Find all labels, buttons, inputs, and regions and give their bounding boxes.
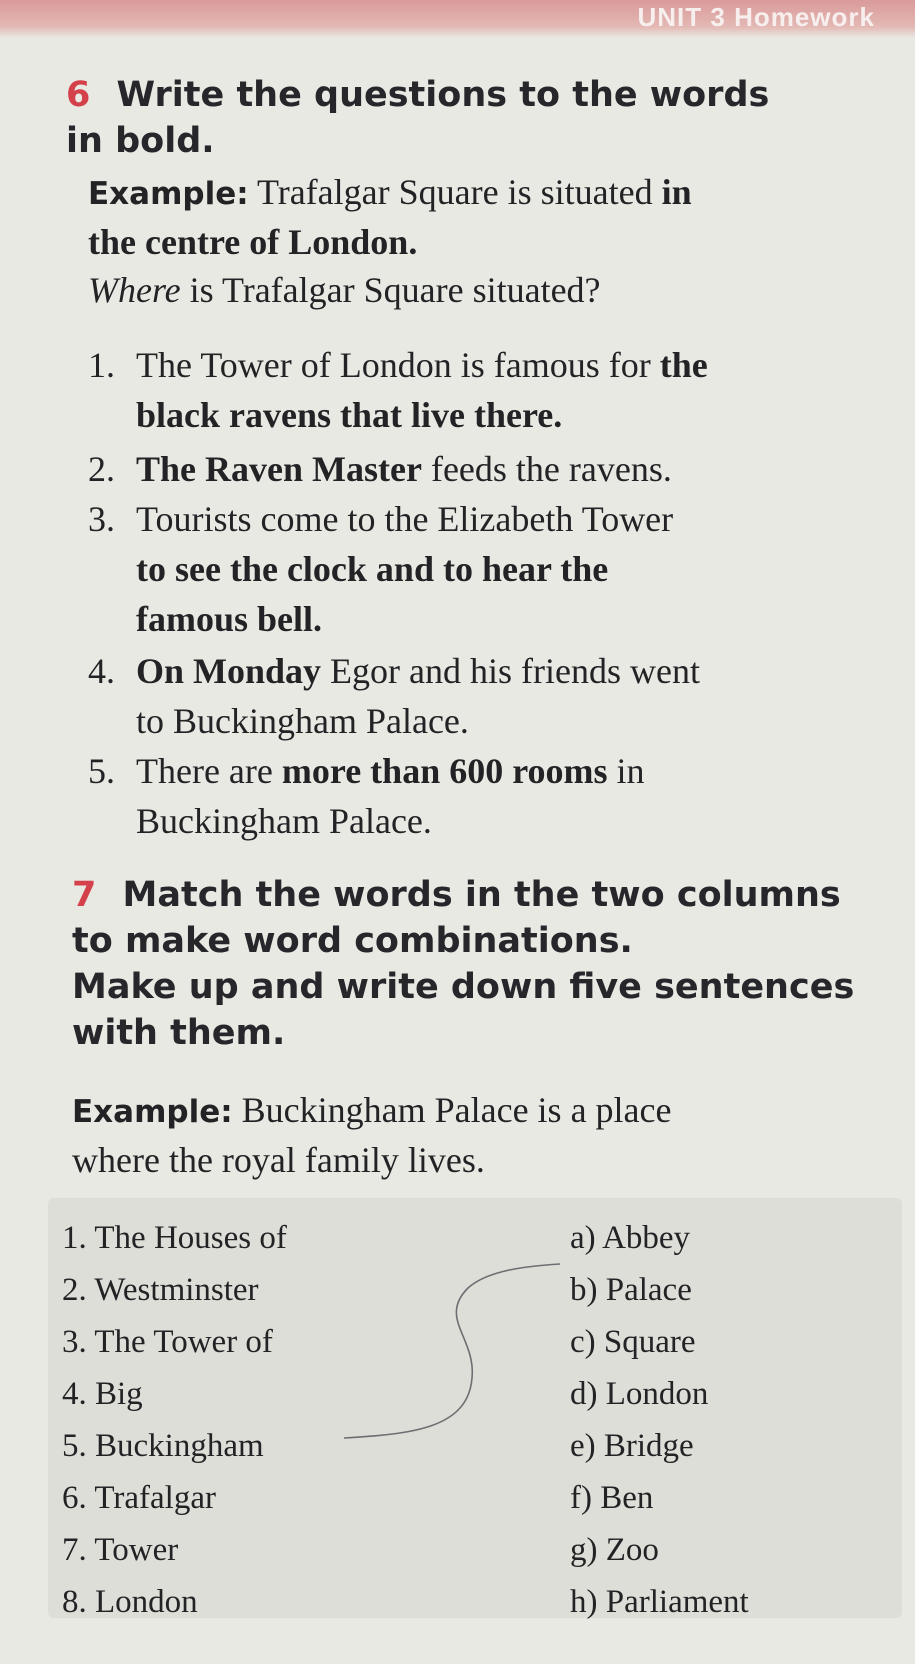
exercise-6-item-5 [88, 746, 828, 846]
exercise-6-item-2 [88, 444, 828, 494]
right-item: h) Parliament [570, 1584, 749, 1620]
item-number: 2. [88, 449, 115, 489]
item-text: Egor and his friends went [321, 651, 700, 691]
right-item: a) Abbey [570, 1220, 691, 1256]
right-item: f) Ben [570, 1480, 654, 1516]
exercise-6-example [88, 168, 888, 314]
pencil-match-line [48, 1198, 902, 1618]
right-item: b) Palace [570, 1272, 692, 1308]
left-item: 3. The Tower of [62, 1324, 273, 1360]
exercise-7-title-line1: Match the words in the two columns [122, 875, 841, 915]
item-text: There are [136, 751, 282, 791]
exercise-6-title-line2: in bold. [66, 121, 215, 161]
exercise-6-title-line1: Write the questions to the words [116, 75, 770, 115]
left-item: 7. Tower [62, 1532, 179, 1568]
example-bold-2: the centre of London. [88, 222, 418, 262]
item-bold: the [659, 345, 708, 385]
item-text: in [607, 751, 645, 791]
matching-table [48, 1198, 902, 1618]
example-answer-rest: is Trafalgar Square situated? [180, 270, 601, 310]
item-text: Tourists come to the Elizabeth Tower [136, 499, 674, 539]
exercise-7-title-line4: with them. [72, 1013, 286, 1053]
item-bold: The Raven Master [136, 449, 422, 489]
item-continuation: Buckingham Palace. [136, 801, 432, 841]
left-item: 2. Westminster [62, 1272, 259, 1308]
item-number: 3. [88, 499, 115, 539]
item-bold: more than 600 rooms [281, 751, 608, 791]
item-continuation: to Buckingham Palace. [136, 701, 469, 741]
item-bold-continuation: black ravens that live there. [136, 395, 563, 435]
example-line2: where the royal family lives. [72, 1140, 485, 1180]
left-item: 4. Big [62, 1376, 143, 1412]
item-number: 1. [88, 345, 115, 385]
exercise-7-title-line2: to make word combinations. [72, 921, 633, 961]
left-item: 5. Buckingham [62, 1428, 264, 1464]
left-item: 6. Trafalgar [62, 1480, 216, 1516]
example-label: Example: [72, 1094, 233, 1130]
exercise-6-heading [66, 72, 886, 164]
exercise-6-item-1 [88, 340, 828, 440]
item-bold-continuation: famous bell. [136, 599, 323, 639]
left-item: 1. The Houses of [62, 1220, 287, 1256]
right-item: g) Zoo [570, 1532, 659, 1568]
exercise-6-item-3 [88, 494, 828, 644]
exercise-6-number: 6 [66, 75, 91, 115]
exercise-7-number: 7 [72, 875, 97, 915]
right-item: d) London [570, 1376, 709, 1412]
example-label: Example: [88, 176, 249, 212]
right-item: e) Bridge [570, 1428, 694, 1464]
item-text: feeds the ravens. [421, 449, 672, 489]
item-number: 5. [88, 751, 115, 791]
item-number: 4. [88, 651, 115, 691]
item-bold-continuation: to see the clock and to hear the [136, 549, 609, 589]
item-bold: On Monday [136, 651, 322, 691]
unit-label: UNIT 3 Homework [637, 2, 875, 32]
example-answer-italic: Where [88, 270, 181, 310]
left-item: 8. London [62, 1584, 198, 1620]
exercise-7-example [72, 1086, 892, 1184]
item-text: The Tower of London is famous for [136, 345, 660, 385]
exercise-7-title-line3: Make up and write down five sentences [72, 967, 855, 1007]
exercise-6-item-4 [88, 646, 828, 746]
example-text: Trafalgar Square is situated [248, 172, 662, 212]
exercise-7-heading [72, 872, 892, 1056]
right-item: c) Square [570, 1324, 696, 1360]
example-bold-1: in [661, 172, 692, 212]
example-line1: Buckingham Palace is a place [232, 1090, 672, 1130]
